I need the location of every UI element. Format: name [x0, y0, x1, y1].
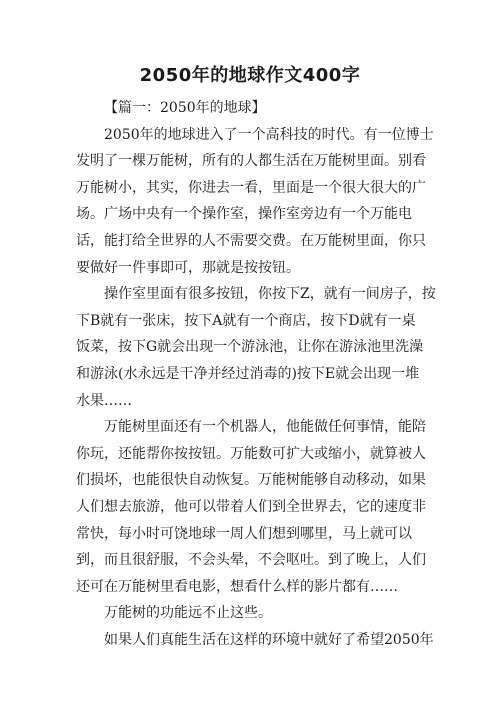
- section-heading: 【篇一：2050年的地球】: [104, 100, 266, 116]
- paragraph-line: 万能树的功能远不止这些。: [104, 605, 272, 622]
- article-body: [76, 95, 436, 653]
- paragraph-1: [76, 122, 434, 282]
- paragraph-line: 你玩，还能帮你按按钮。万能数可扩大或缩小，就算被人: [76, 445, 426, 462]
- paragraph-line: 操作室里面有很多按钮，你按下Z，就有一间房子，按: [104, 286, 436, 303]
- paragraph-line: 发明了一棵万能树，所有的人都生活在万能树里面。别看: [76, 153, 426, 170]
- paragraph-line: 还可在万能树里看电影，想看什么样的影片都有……: [76, 578, 398, 595]
- paragraph-line: 饭菜，按下G就会出现一个游泳池，让你在游泳池里洗澡: [76, 339, 424, 356]
- page-title: 2050年的地球作文400字: [139, 65, 361, 86]
- paragraph-line: 要做好一件事即可，那就是按按钮。: [76, 259, 300, 276]
- paragraph-5: [104, 627, 434, 654]
- paragraph-line: 人们想去旅游，他可以带着人们到全世界去，它的速度非: [76, 498, 426, 515]
- paragraph-line: 水果……: [76, 392, 132, 409]
- paragraph-line: 万能树小，其实，你进去一看，里面是一个很大很大的广: [76, 179, 426, 196]
- paragraph-2: [76, 281, 436, 414]
- paragraph-line: 和游泳(水永远是干净并经过消毒的)按下E就会出现一堆: [76, 365, 420, 382]
- paragraph-line: 下B就有一张床，按下A就有一个商店，按下D就有一桌: [76, 312, 416, 329]
- paragraph-line: 2050年的地球进入了一个高科技的时代。有一位博士: [104, 126, 434, 143]
- paragraph-4: [104, 600, 428, 627]
- paragraph-line: 常快，每小时可饶地球一周人们想到哪里，马上就可以: [76, 525, 412, 542]
- paragraph-line: 到，而且很舒服，不会头晕，不会呕吐。到了晚上，人们: [76, 552, 426, 569]
- paragraph-line: 场。广场中央有一个操作室，操作室旁边有一个万能电: [76, 206, 412, 223]
- paragraph-line: 如果人们真能生活在这样的环境中就好了希望2050年: [104, 631, 434, 648]
- paragraph-line: 万能树里面还有一个机器人，他能做任何事情，能陪: [104, 419, 426, 436]
- paragraph-3: [76, 414, 428, 600]
- paragraph-line: 们损坏，也能很快自动恢复。万能树能够自动移动，如果: [76, 472, 426, 489]
- paragraph-line: 话，能打给全世界的人不需要交费。在万能树里面，你只: [76, 232, 426, 249]
